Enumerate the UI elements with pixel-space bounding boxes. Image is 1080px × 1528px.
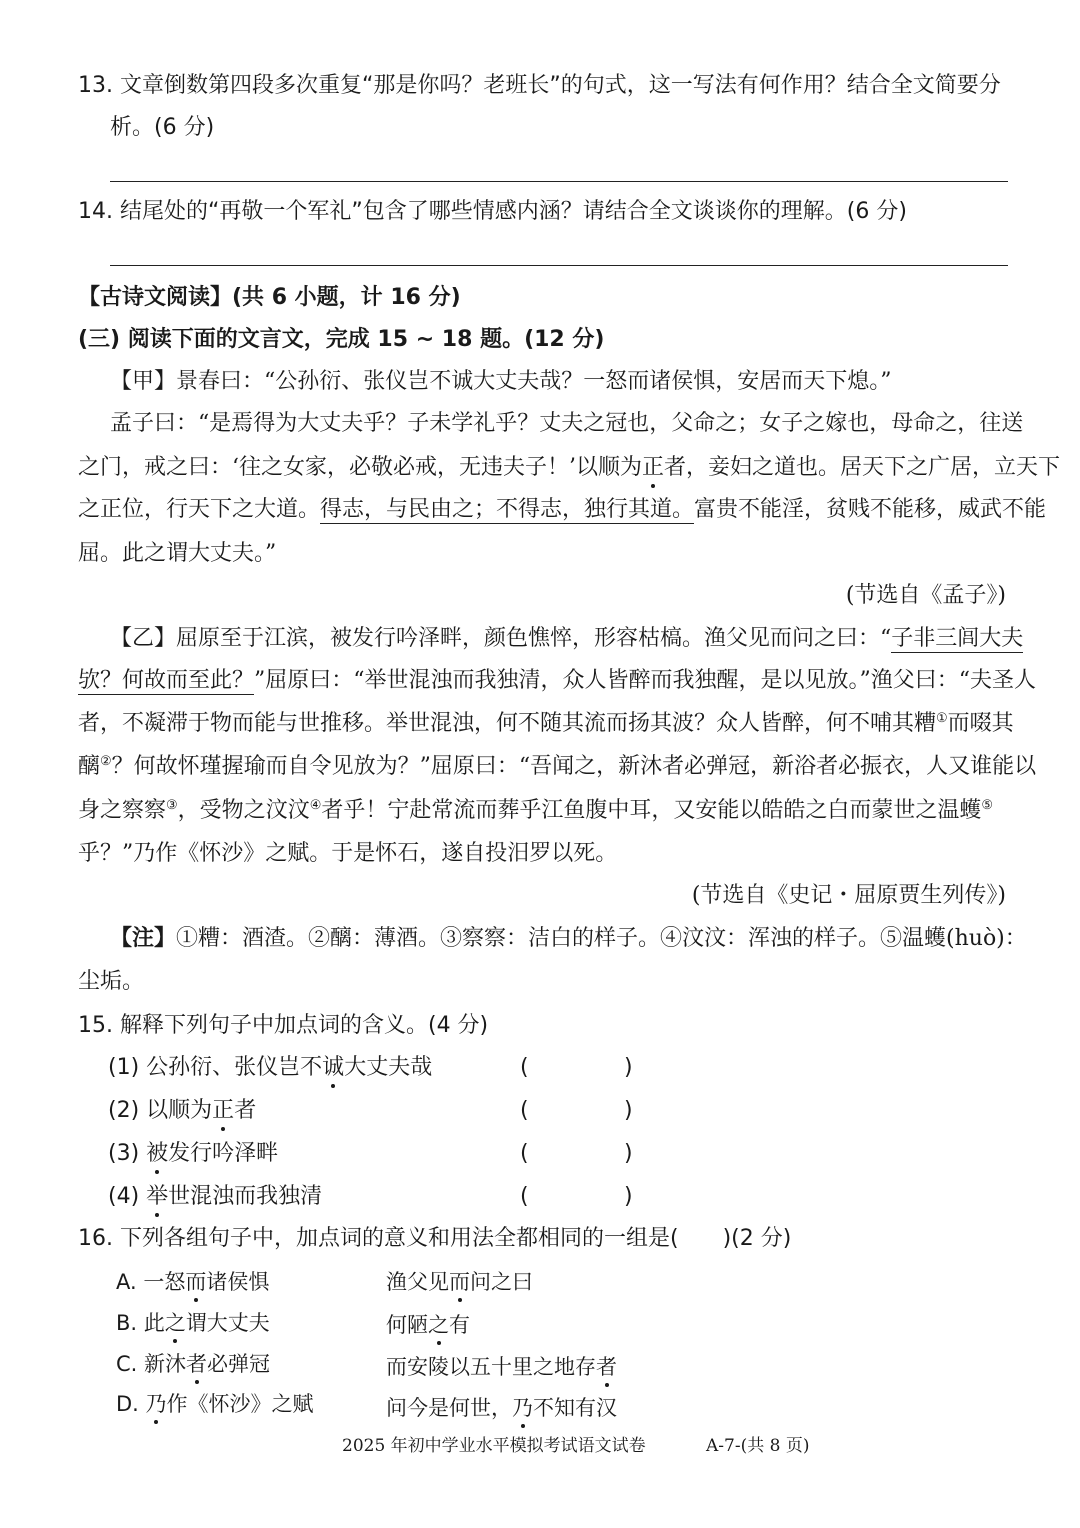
dotted-char: 者 xyxy=(596,1355,617,1379)
q16-option-d-left[interactable]: D. 乃作《怀沙》之赋 xyxy=(116,1392,314,1416)
jia-line1: 【甲】景春曰：“公孙衍、张仪岂不诚大丈夫哉？一怒而诸侯惧，安居而天下熄。” xyxy=(110,369,892,394)
dotted-char: 正 xyxy=(642,455,665,480)
dotted-char: 乃 xyxy=(512,1396,533,1420)
dotted-char: 之 xyxy=(428,1313,449,1337)
underlined-sentence: 得志，与民由之；不得志，独行其道。 xyxy=(320,497,695,522)
answer-blank-close: ) xyxy=(624,1141,633,1166)
section-header: 【古诗文阅读】(共 6 小题，计 16 分) xyxy=(78,285,461,310)
yi-line4: 醨②？何故怀瑾握瑜而自令见放为？”屈原曰：“吾闻之，新沐者必弹冠，新浴者必振衣，人又谁能以 xyxy=(78,754,1037,779)
answer-blank-15-3[interactable] xyxy=(536,1140,620,1168)
jia-line4: 之正位，行天下之大道。得志，与民由之；不得志，独行其道。富贵不能淫，贫贱不能移，威武不能 xyxy=(78,497,1047,522)
q15-item-3: (3) 被发行吟泽畔 xyxy=(108,1141,279,1166)
q15-item-1: (1) 公孙衍、张仪岂不诚大丈夫哉 xyxy=(108,1055,433,1080)
jia-line5: 屈。此之谓大丈夫。” xyxy=(78,541,277,566)
answer-blank-close: ) xyxy=(624,1098,633,1123)
answer-line-q13[interactable] xyxy=(110,181,1008,182)
q14-question: 14. 结尾处的“再敬一个军礼”包含了哪些情感内涵？请结合全文谈谈你的理解。(6 分) xyxy=(78,199,907,224)
jia-line2: 孟子曰：“是焉得为大丈夫乎？子未学礼乎？丈夫之冠也，父命之；女子之嫁也，母命之，往送 xyxy=(110,411,1024,436)
jia-line3: 之门，戒之曰：‘往之女家，必敬必戒，无违夫子！’以顺为正者，妾妇之道也。居天下之广居，立天下 xyxy=(78,455,1061,480)
dotted-char: 举 xyxy=(146,1184,169,1209)
answer-blank-close: ) xyxy=(624,1055,633,1080)
annotation-line2: 尘垢。 xyxy=(78,969,145,994)
q16-option-d-right: 问今是何世，乃不知有汉 xyxy=(386,1396,617,1420)
q16-title: 16. 下列各组句子中，加点词的意义和用法全都相同的一组是( )(2 分) xyxy=(78,1226,792,1251)
q15-item-4: (4) 举世混浊而我独清 xyxy=(108,1184,323,1209)
yi-line5: 身之察察③，受物之汶汶④者乎！宁赴常流而葬乎江鱼腹中耳，又安能以皓皓之白而蒙世之温蠖⑤ xyxy=(78,798,994,823)
q16-option-c-left[interactable]: C. 新沐者必弹冠 xyxy=(116,1352,271,1376)
dotted-char: 而 xyxy=(185,1270,207,1294)
q13-line1: 13. 文章倒数第四段多次重复“那是你吗？老班长”的句式，这一写法有何作用？结合全文简要分 xyxy=(78,73,1001,98)
answer-blank-open: ( xyxy=(520,1055,529,1080)
dotted-char: 正 xyxy=(212,1098,235,1123)
underlined-sentence: 欤？何故而至此？ xyxy=(78,668,255,693)
dotted-char: 诚 xyxy=(322,1055,345,1080)
answer-blank-15-2[interactable] xyxy=(536,1097,620,1125)
yi-line1: 【乙】屈原至于江滨，被发行吟泽畔，颜色憔悴，形容枯槁。渔父见而问之曰：“子非三闾大夫 xyxy=(110,626,1024,651)
dotted-char: 被 xyxy=(146,1141,169,1166)
answer-blank-open: ( xyxy=(520,1141,529,1166)
q16-option-b-left[interactable]: B. 此之谓大丈夫 xyxy=(116,1311,270,1335)
q13-line2: 析。(6 分) xyxy=(110,115,215,140)
q15-item-2: (2) 以顺为正者 xyxy=(108,1098,257,1123)
q16-option-a-left[interactable]: A. 一怒而诸侯惧 xyxy=(116,1270,270,1294)
jia-source: (节选自《孟子》) xyxy=(845,583,1006,608)
annotation-line1: 【注】①糟：酒渣。②醨：薄酒。③察察：洁白的样子。④汶汶：浑浊的样子。⑤温蠖(huò)： xyxy=(110,926,1027,951)
dotted-char: 乃 xyxy=(145,1392,167,1416)
answer-blank-open: ( xyxy=(520,1184,529,1209)
underlined-sentence: 子非三闾大夫 xyxy=(891,626,1024,651)
yi-source: (节选自《史记・屈原贾生列传》) xyxy=(691,883,1006,908)
answer-blank-close: ) xyxy=(624,1184,633,1209)
q16-option-c-right: 而安陵以五十里之地存者 xyxy=(386,1355,617,1379)
q15-title: 15. 解释下列句子中加点词的含义。(4 分) xyxy=(78,1013,489,1038)
dotted-char: 而 xyxy=(449,1270,470,1294)
q16-option-b-right: 何陋之有 xyxy=(386,1313,470,1337)
footer-title: 2025 年初中学业水平模拟考试语文试卷 xyxy=(342,1436,646,1456)
answer-blank-open: ( xyxy=(520,1098,529,1123)
yi-line3: 者，不凝滞于物而能与世推移。举世混浊，何不随其流而扬其波？众人皆醉，何不哺其糟①而啜其 xyxy=(78,711,1014,736)
sub-header: (三) 阅读下面的文言文，完成 15 ~ 18 题。(12 分) xyxy=(78,327,605,352)
footer-page-number: A-7-(共 8 页) xyxy=(706,1436,810,1456)
dotted-char: 之 xyxy=(164,1311,186,1335)
yi-line2: 欤？何故而至此？”屈原曰：“举世混浊而我独清，众人皆醉而我独醒，是以见放。”渔父曰：“夫圣人 xyxy=(78,668,1037,693)
q16-option-a-right: 渔父见而问之曰 xyxy=(386,1270,533,1294)
yi-line6: 乎？”乃作《怀沙》之赋。于是怀石，遂自投汨罗以死。 xyxy=(78,841,618,866)
answer-blank-15-4[interactable] xyxy=(536,1183,620,1211)
answer-blank-15-1[interactable] xyxy=(536,1054,620,1082)
answer-line-q14[interactable] xyxy=(110,265,1008,266)
dotted-char: 者 xyxy=(186,1352,208,1376)
